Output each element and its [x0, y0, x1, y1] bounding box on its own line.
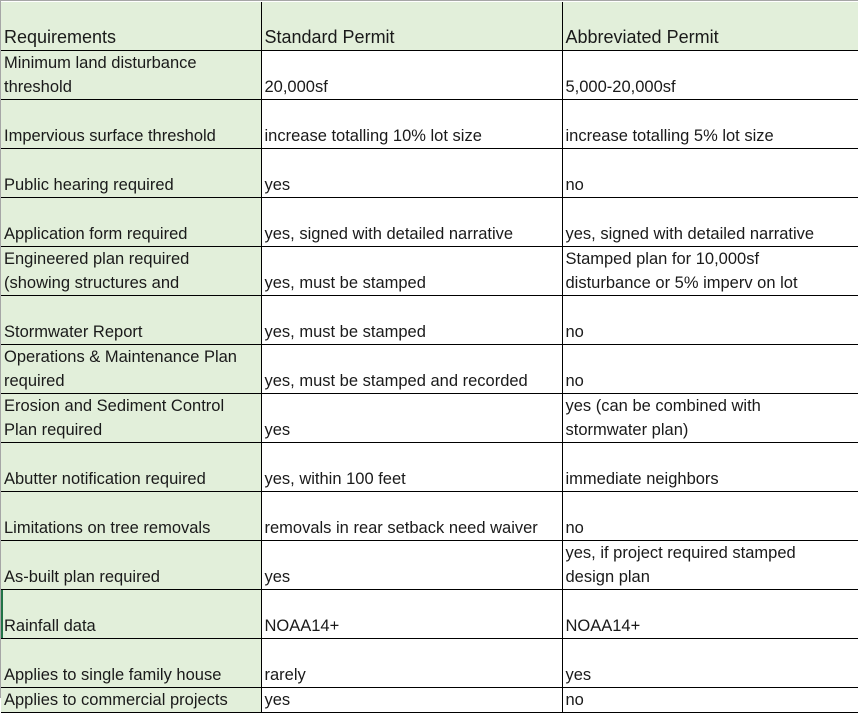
cell-line [566, 443, 858, 467]
cell-line: As-built plan required [4, 565, 261, 589]
cell-line: rarely [265, 663, 562, 687]
cell-line: Abutter notification required [4, 467, 261, 491]
cell-line [265, 198, 562, 222]
cell-line: Engineered plan required [4, 247, 261, 271]
cell-line: yes, must be stamped [265, 271, 562, 295]
cell-line [4, 492, 261, 516]
cell-line: no [566, 688, 858, 712]
cell-line [265, 247, 562, 271]
cell-line: Application form required [4, 222, 261, 246]
table-row [1, 589, 858, 638]
cell-standard[interactable] [261, 540, 562, 589]
cell-abbreviated[interactable] [562, 491, 858, 540]
cell-line: yes, within 100 feet [265, 467, 562, 491]
cell-line [265, 394, 562, 418]
cell-line [4, 541, 261, 565]
cell-line [566, 100, 858, 124]
cell-line: yes, if project required stamped [566, 541, 858, 565]
cell-line [566, 51, 858, 75]
cell-line: no [566, 173, 858, 197]
cell-line: Applies to single family house [4, 663, 261, 687]
header-standard-permit[interactable]: Standard Permit [261, 2, 562, 50]
cell-line: yes [265, 565, 562, 589]
cell-requirement[interactable] [1, 50, 261, 99]
cell-requirement[interactable] [1, 491, 261, 540]
cell-line: yes [265, 173, 562, 197]
cell-standard[interactable] [261, 393, 562, 442]
cell-line: required [4, 369, 261, 393]
cell-line: increase totalling 10% lot size [265, 124, 562, 148]
cell-line [265, 100, 562, 124]
cell-line [566, 590, 858, 614]
cell-line [265, 590, 562, 614]
table-row [1, 50, 858, 99]
cell-line: stormwater plan) [566, 418, 858, 442]
cell-line [265, 443, 562, 467]
cell-standard[interactable] [261, 344, 562, 393]
cell-standard[interactable] [261, 491, 562, 540]
cell-line [4, 296, 261, 320]
cell-line [265, 492, 562, 516]
cell-line [566, 492, 858, 516]
cell-line [4, 639, 261, 663]
cell-abbreviated[interactable] [562, 442, 858, 491]
cell-abbreviated[interactable] [562, 197, 858, 246]
cell-requirement[interactable] [1, 540, 261, 589]
cell-abbreviated[interactable] [562, 393, 858, 442]
cell-requirement[interactable] [1, 148, 261, 197]
cell-standard[interactable] [261, 638, 562, 687]
cell-line [4, 100, 261, 124]
cell-requirement[interactable] [1, 589, 261, 638]
cell-line: Stormwater Report [4, 320, 261, 344]
cell-abbreviated[interactable] [562, 589, 858, 638]
cell-standard[interactable] [261, 246, 562, 295]
header-abbreviated-permit[interactable]: Abbreviated Permit [562, 2, 858, 50]
table-row [1, 99, 858, 148]
table-row [1, 246, 858, 295]
cell-line: Erosion and Sediment Control [4, 394, 261, 418]
cell-line: Rainfall data [4, 614, 261, 638]
cell-line: immediate neighbors [566, 467, 858, 491]
cell-line: yes [265, 418, 562, 442]
cell-requirement[interactable] [1, 295, 261, 344]
cell-line: Minimum land disturbance [4, 51, 261, 75]
cell-abbreviated[interactable] [562, 99, 858, 148]
cell-standard[interactable] [261, 687, 562, 712]
cell-standard[interactable] [261, 99, 562, 148]
cell-line: 20,000sf [265, 75, 562, 99]
cell-line: Impervious surface threshold [4, 124, 261, 148]
cell-line: Operations & Maintenance Plan [4, 345, 261, 369]
cell-requirement[interactable] [1, 442, 261, 491]
cell-abbreviated[interactable] [562, 295, 858, 344]
cell-requirement[interactable] [1, 246, 261, 295]
cell-line: Public hearing required [4, 173, 261, 197]
cell-line: no [566, 516, 858, 540]
cell-abbreviated[interactable] [562, 50, 858, 99]
cell-abbreviated[interactable] [562, 687, 858, 712]
cell-requirement[interactable] [1, 393, 261, 442]
cell-line: no [566, 369, 858, 393]
cell-line: yes, must be stamped and recorded [265, 369, 562, 393]
cell-line: design plan [566, 565, 858, 589]
header-row [1, 2, 858, 50]
cell-requirement[interactable] [1, 638, 261, 687]
cell-line: NOAA14+ [265, 614, 562, 638]
cell-standard[interactable] [261, 148, 562, 197]
cell-line [4, 590, 261, 614]
table-row [1, 393, 858, 442]
cell-standard[interactable] [261, 197, 562, 246]
cell-standard[interactable] [261, 442, 562, 491]
cell-requirement[interactable] [1, 344, 261, 393]
cell-abbreviated[interactable] [562, 638, 858, 687]
cell-line: Stamped plan for 10,000sf [566, 247, 858, 271]
cell-abbreviated[interactable] [562, 246, 858, 295]
cell-line: Plan required [4, 418, 261, 442]
cell-line: removals in rear setback need waiver [265, 516, 562, 540]
table-row [1, 442, 858, 491]
cell-line: disturbance or 5% imperv on lot [566, 271, 858, 295]
cell-line: yes (can be combined with [566, 394, 858, 418]
cell-line [265, 296, 562, 320]
cell-requirement[interactable] [1, 687, 261, 712]
cell-line: Limitations on tree removals [4, 516, 261, 540]
cell-line [265, 639, 562, 663]
cell-line [265, 149, 562, 173]
cell-line: 5,000-20,000sf [566, 75, 858, 99]
cell-line [4, 149, 261, 173]
table-row [1, 491, 858, 540]
header-requirements[interactable]: Requirements [1, 2, 261, 50]
cell-line [265, 51, 562, 75]
cell-line: yes, must be stamped [265, 320, 562, 344]
cell-abbreviated[interactable] [562, 148, 858, 197]
cell-line [566, 149, 858, 173]
table-row [1, 148, 858, 197]
cell-line: threshold [4, 75, 261, 99]
cell-standard[interactable] [261, 589, 562, 638]
cell-line: no [566, 320, 858, 344]
table-row [1, 344, 858, 393]
cell-line [566, 198, 858, 222]
cell-line: Applies to commercial projects [4, 688, 261, 712]
table-row [1, 295, 858, 344]
cell-line [566, 639, 858, 663]
cell-line: yes [265, 688, 562, 712]
cell-standard[interactable] [261, 295, 562, 344]
table-row [1, 540, 858, 589]
table-row [1, 638, 858, 687]
cell-line [265, 541, 562, 565]
cell-requirement[interactable] [1, 197, 261, 246]
cell-line: (showing structures and [4, 271, 261, 295]
permit-comparison-table [1, 2, 858, 713]
cell-abbreviated[interactable] [562, 540, 858, 589]
cell-line: yes, signed with detailed narrative [265, 222, 562, 246]
cell-line [4, 198, 261, 222]
cell-line: increase totalling 5% lot size [566, 124, 858, 148]
cell-line: NOAA14+ [566, 614, 858, 638]
cell-abbreviated[interactable] [562, 344, 858, 393]
cell-line [265, 345, 562, 369]
cell-line: yes [566, 663, 858, 687]
cell-line [566, 345, 858, 369]
cell-requirement[interactable] [1, 99, 261, 148]
table-row [1, 197, 858, 246]
cell-standard[interactable] [261, 50, 562, 99]
cell-line [566, 296, 858, 320]
table-row [1, 687, 858, 712]
cell-line: yes, signed with detailed narrative [566, 222, 858, 246]
cell-line [4, 443, 261, 467]
